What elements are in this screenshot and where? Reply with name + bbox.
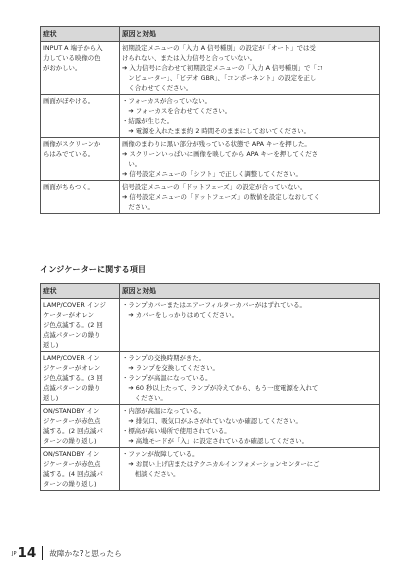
footer-divider: [42, 546, 43, 560]
symptom-text: ジケーターが赤色点: [43, 460, 101, 468]
symptom-cell: [41, 448, 120, 491]
symptom-cell: [41, 42, 120, 95]
remedy-cell: [120, 181, 380, 214]
symptom-cell: [41, 95, 120, 138]
page-number: 14: [17, 545, 37, 561]
symptom-cell: [41, 138, 120, 181]
remedy-cell: [120, 405, 380, 448]
remedy-text: ➔ フォーカスを合わせてください。: [122, 107, 232, 115]
section-heading-indicators: インジケーターに関する項目: [40, 264, 147, 274]
table-row: [41, 448, 380, 491]
remedy-text: 初期設定メニューの「入力 A 信号種別」の設定が「オート」では受: [122, 44, 316, 52]
symptom-text: らはみでている。: [43, 150, 95, 158]
remedy-text: ➔ ランプを交換してください。: [122, 364, 219, 372]
remedy-text: ・ファンが故障している。: [122, 450, 199, 458]
remedy-text: ➔ お買い上げ店またはテクニカルインフォメーションセンターにご: [122, 460, 320, 468]
symptom-text: ON/STANDBY イン: [43, 450, 100, 458]
table-row: [41, 352, 380, 405]
remedy-cell: [120, 299, 380, 352]
remedy-text: ・フォーカスが合っていない。: [122, 97, 212, 105]
remedy-text: ➔ 60 秒以上たって、ランプが冷えてから、もう一度電源を入れて: [122, 384, 319, 392]
remedy-cell: [120, 352, 380, 405]
symptom-text: INPUT A 端子から入: [43, 44, 103, 52]
symptom-text: ターンの繰り返し): [43, 480, 97, 488]
remedy-text: ・ランプカバーまたはエアーフィルターカバーがはずれている。: [122, 301, 306, 309]
remedy-cell: [120, 138, 380, 181]
symptom-text: 滅する。(2 回点滅パ: [43, 427, 103, 435]
symptom-cell: [41, 299, 120, 352]
remedy-text: ➔ スクリーンいっぱいに画像を映してから APA キーを押してくださ: [122, 150, 319, 158]
symptom-text: 点滅パターンの繰り: [43, 384, 101, 392]
troubleshooting-table-image: [40, 26, 380, 214]
symptom-text: ジケーターが赤色点: [43, 417, 101, 425]
symptom-text: ジケーターがオレン: [43, 364, 101, 372]
header-remedy: 原因と対処: [120, 27, 380, 42]
remedy-text: けられない、または入力信号と合っていない。: [122, 54, 257, 62]
remedy-text: 画像のまわりに黒い部分が残っている状態で APA キーを押した。: [122, 140, 311, 148]
language-label: JP: [12, 551, 17, 557]
symptom-text: LAMP/COVER イン: [43, 354, 100, 362]
remedy-text: ください。: [122, 394, 167, 402]
remedy-text: ・内部が高温になっている。: [122, 407, 206, 415]
symptom-text: ジ色点滅する。(2 回: [43, 321, 103, 329]
remedy-text: く合わせてください。: [122, 84, 193, 92]
symptom-text: 力している映像の色: [43, 54, 101, 62]
remedy-text: 相談ください。: [122, 470, 180, 478]
symptom-text: がおかしい。: [43, 64, 82, 72]
symptom-text: 点滅パターンの繰り: [43, 331, 101, 339]
table-row: [41, 138, 380, 181]
symptom-text: LAMP/COVER インジ: [43, 301, 106, 309]
table-row: [41, 405, 380, 448]
table-row: [41, 181, 380, 214]
remedy-text: ・結露が生じた。: [122, 117, 174, 125]
header-remedy: 原因と対処: [120, 284, 380, 299]
remedy-cell: [120, 95, 380, 138]
remedy-cell: [120, 42, 380, 95]
symptom-cell: [41, 181, 120, 214]
chapter-title: 故障かな?と思ったら: [49, 549, 122, 558]
symptom-text: ジ色点滅する。(3 回: [43, 374, 103, 382]
symptom-text: 画面がぼやける。: [43, 97, 95, 105]
symptom-text: 画面がちらつく。: [43, 183, 94, 191]
table-header-row: [41, 27, 380, 42]
remedy-text: ➔ 信号設定メニューの「シフト」で正しく調整してください。: [122, 170, 302, 178]
symptom-text: ケーターがオレン: [43, 311, 94, 319]
remedy-text: ➔ カバーをしっかりはめてください。: [122, 311, 239, 319]
remedy-text: ➔ 電源を入れたまま約 2 時間そのままにしておいてください。: [122, 127, 311, 135]
table-row: [41, 299, 380, 352]
remedy-text: ださい。: [122, 203, 154, 211]
remedy-text: ・ランプの交換時期がきた。: [122, 354, 206, 362]
symptom-text: ON/STANDBY イン: [43, 407, 100, 415]
remedy-text: ➔ 入力信号に合わせて初期設定メニューの「入力 A 信号種別」で「コ: [122, 64, 324, 72]
table-row: [41, 42, 380, 95]
troubleshooting-table-indicators: [40, 283, 380, 491]
table-row: [41, 95, 380, 138]
remedy-text: 信号設定メニューの「ドットフェーズ」の設定が合っていない。: [122, 183, 307, 191]
symptom-text: 画像がスクリーンか: [43, 140, 101, 148]
remedy-text: ➔ 排気口、吸気口がふさがれていないか確認してください。: [122, 417, 302, 425]
symptom-cell: [41, 352, 120, 405]
page-footer: [12, 544, 122, 560]
table-header-row: [41, 284, 380, 299]
symptom-cell: [41, 405, 120, 448]
remedy-text: ➔ 信号設定メニューの「ドットフェーズ」の数値を設定しなおしてく: [122, 193, 321, 201]
remedy-text: ・標高が高い場所で使用されている。: [122, 427, 231, 435]
symptom-text: ターンの繰り返し): [43, 437, 97, 445]
header-symptom: 症状: [41, 284, 120, 299]
header-symptom: 症状: [41, 27, 120, 42]
remedy-text: い。: [122, 160, 142, 168]
remedy-text: ンピューター」、「ビデオ GBR」、「コンポーネント」の設定を正し: [122, 74, 317, 82]
remedy-cell: [120, 448, 380, 491]
symptom-text: 滅する。(4 回点滅パ: [43, 470, 103, 478]
symptom-text: 返し): [43, 394, 59, 402]
remedy-text: ➔ 高地モードが「入」に設定されているか確認してください。: [122, 437, 309, 445]
remedy-text: ・ランプが高温になっている。: [122, 374, 212, 382]
symptom-text: 返し): [43, 341, 59, 349]
